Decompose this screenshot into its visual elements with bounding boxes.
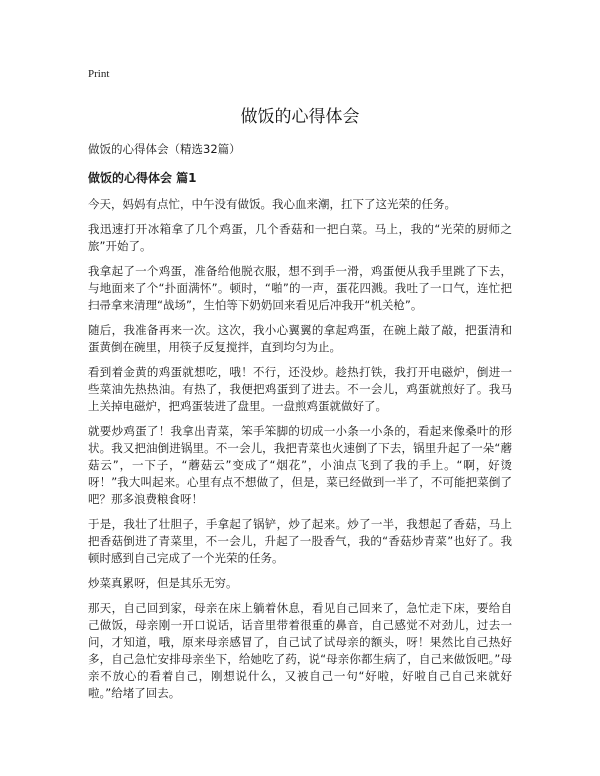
paragraph: 随后，我准备再来一次。这次，我小心翼翼的拿起鸡蛋，在碗上敲了敲，把蛋清和蛋黄倒在碗里，用筷子反复搅拌，直到均匀为止。 <box>88 323 512 354</box>
paragraph: 炒菜真累呀，但是其乐无穷。 <box>88 576 238 590</box>
paragraph: 于是，我壮了壮胆子，手拿起了锅铲，炒了起来。炒了一半，我想起了香菇，马上把香菇倒进了青菜里，不一会儿，升起了一股香气，我的“香菇炒青菜”也好了。我顿时感到自己完成了一个光荣的任务。 <box>88 517 512 565</box>
paragraph: 我拿起了一个鸡蛋，准备给他脱衣服，想不到手一滑，鸡蛋便从我手里跳了下去，与地面来了个“扑面满怀”。顿时，“啪”的一声，蛋花四溅。我吐了一口气，连忙把扫帚拿来清理“战场”，生怕等下奶奶回来看见后冲我开“机关枪”。 <box>88 264 512 312</box>
paragraph: 就要炒鸡蛋了！我拿出青菜，笨手笨脚的切成一小条一小条的，看起来像桑叶的形状。我又把油倒进锅里。不一会儿，我把青菜也火速倒了下去，锅里升起了一朵“蘑菇云”，一下子，“蘑菇云”变成了“烟花”，小油点飞到了我的手上。“啊，好烫呀！”我大叫起来。心里有点不想做了，但是，菜已经做到一半了，不可能把菜倒了吧？那多浪费粮食呀！ <box>88 424 512 506</box>
paragraph: 我迅速打开冰箱拿了几个鸡蛋，几个香菇和一把白菜。马上，我的“光荣的厨师之旅”开始了。 <box>88 222 512 253</box>
paragraph: 看到着金黄的鸡蛋就想吃，哦！不行，还没炒。趁热打铁，我打开电磁炉，倒进一些菜油先热热油。有热了，我便把鸡蛋到了进去。不一会儿，鸡蛋就煎好了。我马上关掉电磁炉，把鸡蛋装进了盘里。一盘煎鸡蛋就做好了。 <box>88 365 512 413</box>
page-title: 做饭的心得体会 <box>240 107 360 127</box>
section-heading: 做饭的心得体会 篇1 <box>88 171 197 185</box>
article-body <box>88 196 512 702</box>
paragraph: 今天，妈妈有点忙，中午没有做饭。我心血来潮，扛下了这光荣的任务。 <box>88 197 456 211</box>
paragraph: 那天，自己回到家，母亲在床上躺着休息，看见自己回来了，急忙走下床，要给自己做饭，母亲刚一开口说话，话音里带着很重的鼻音，自己感觉不对劲儿，过去一问，才知道，哦，原来母亲感冒了，自己试了试母亲的额头，呀！果然比自己热好多，自己急忙安排母亲坐下，给她吃了药，说“母亲你都生病了，自己来做饭吧。”母亲不放心的看着自己，刚想说什么，又被自己一句“好啦，好啦自己自己来就好啦。”给堵了回去。 <box>88 601 512 700</box>
print-label[interactable]: Print <box>88 68 110 80</box>
document-subtitle: 做饭的心得体会（精选32篇） <box>88 142 241 156</box>
